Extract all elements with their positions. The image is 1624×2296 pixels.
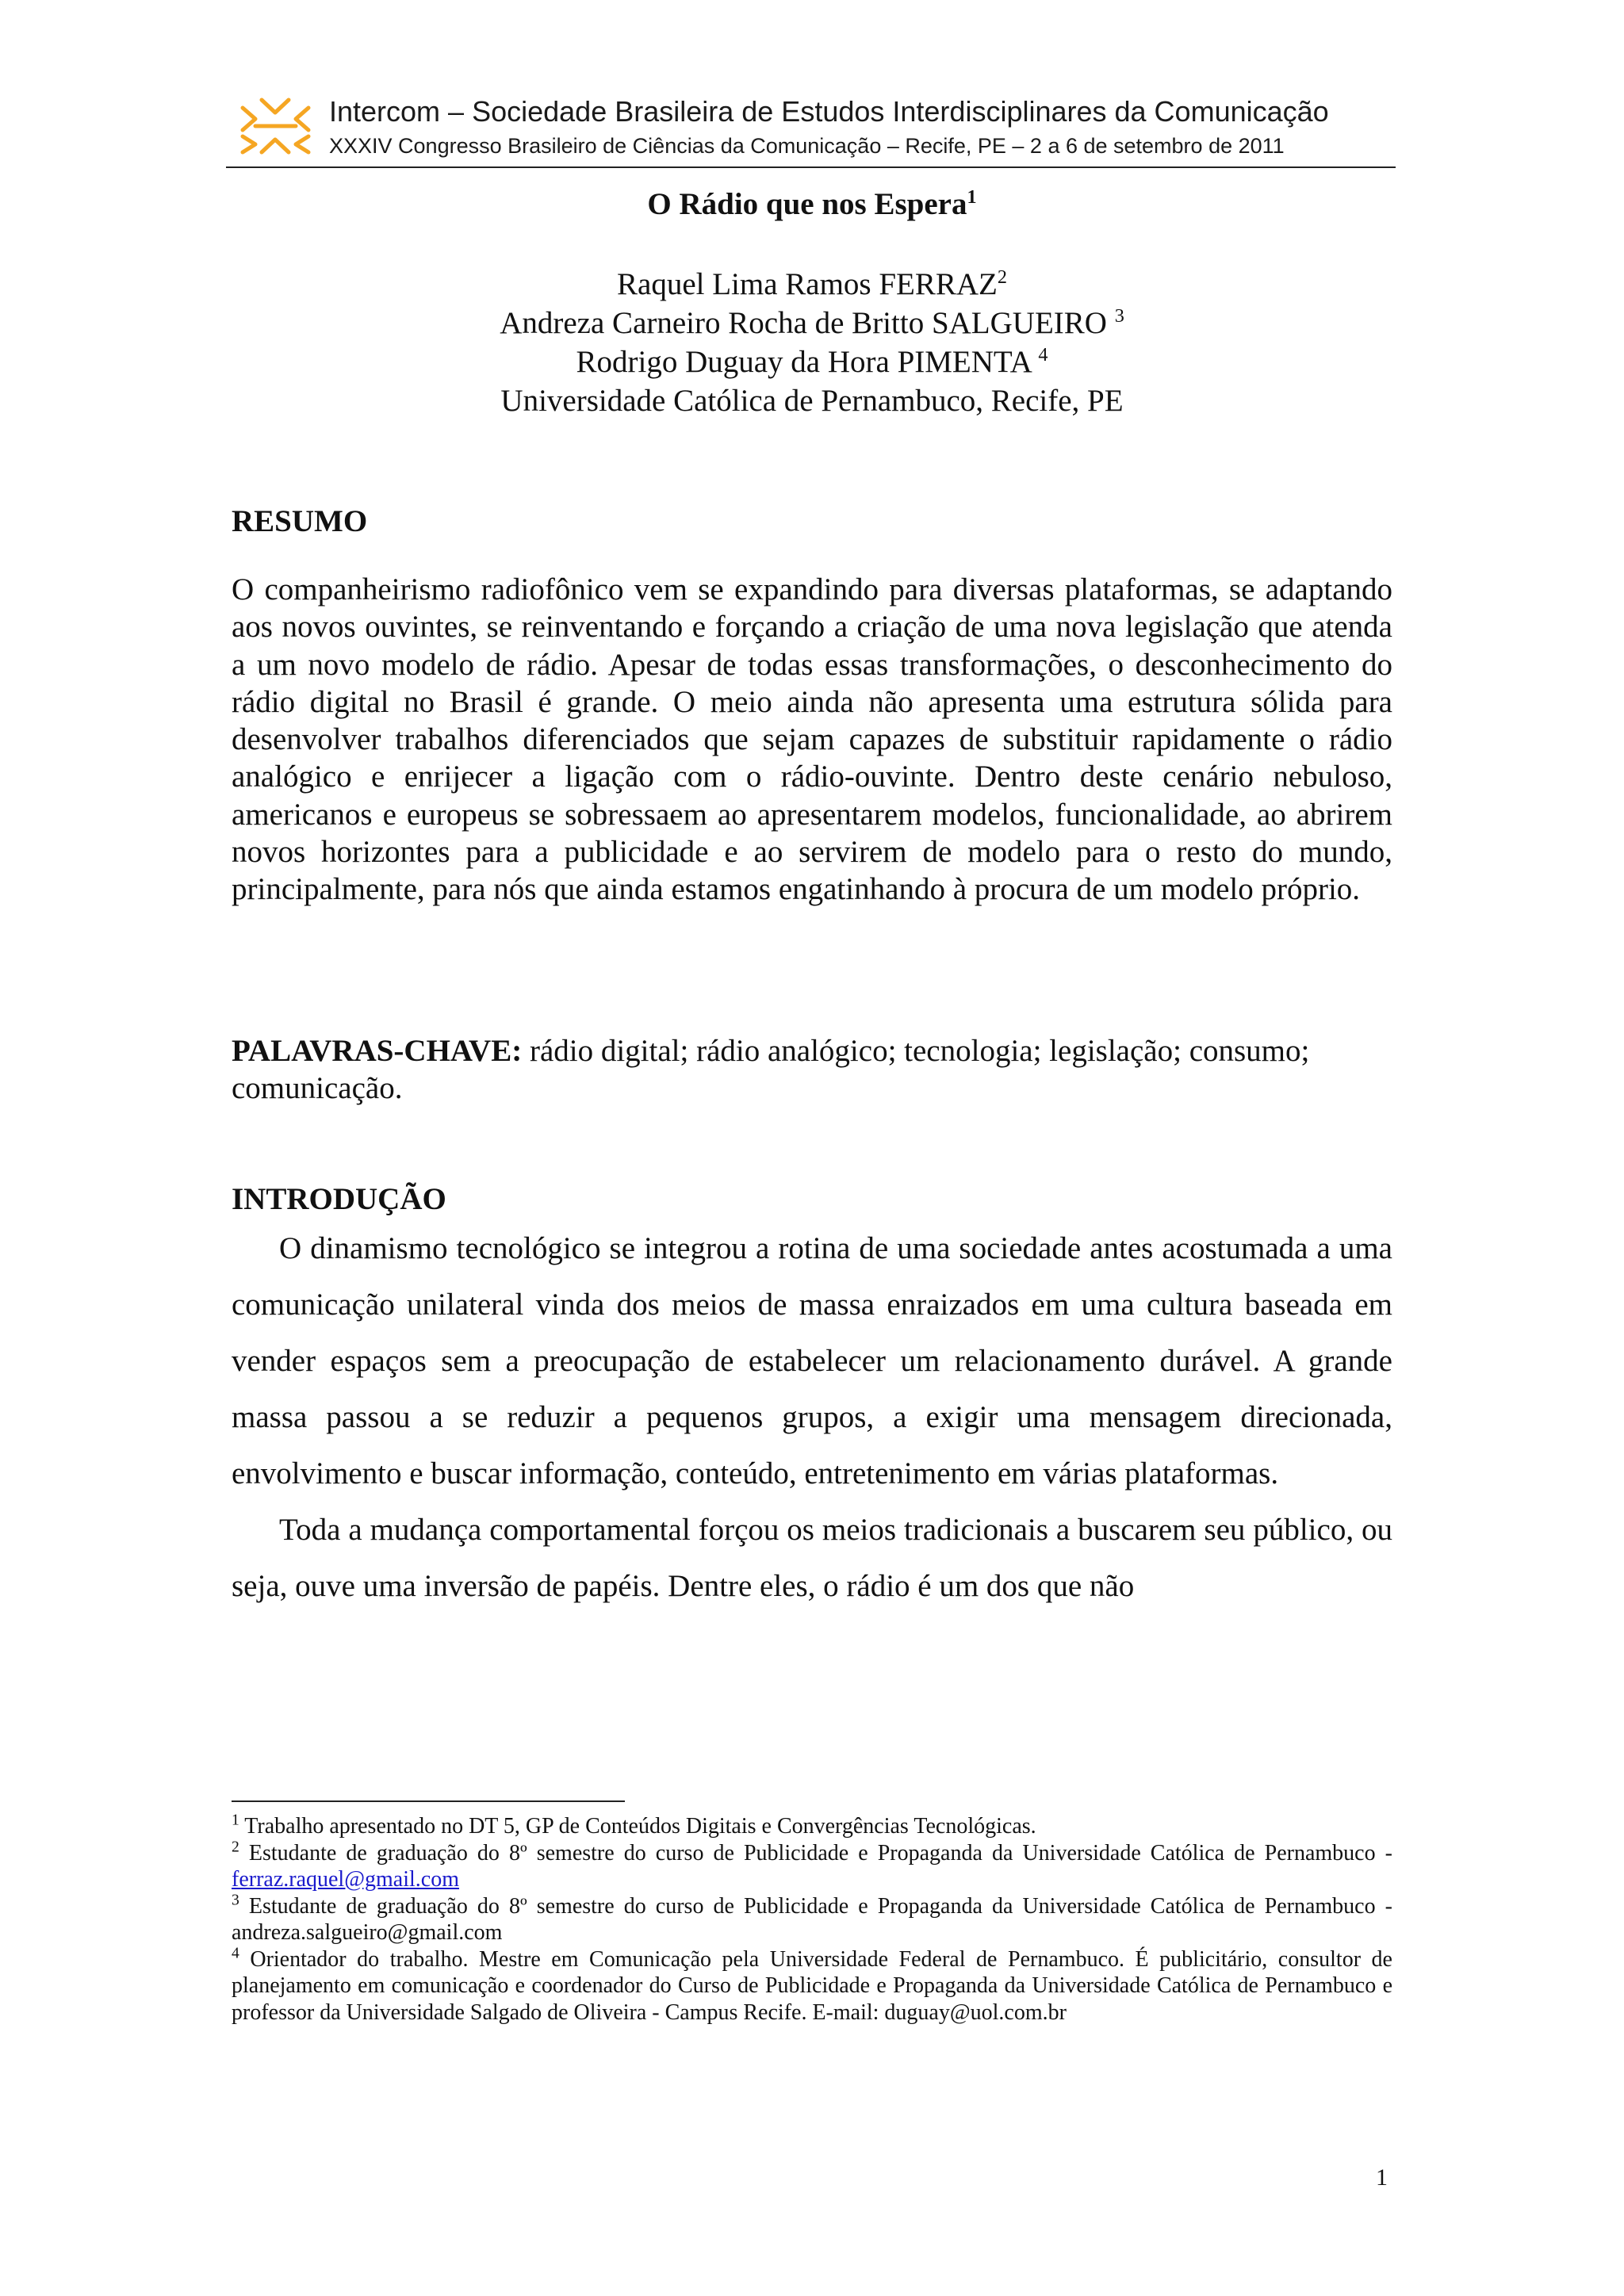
title-block xyxy=(0,186,1624,420)
header-org-title: Intercom – Sociedade Brasileira de Estudos Interdisciplinares da Comunicação xyxy=(329,95,1329,128)
author-name: Raquel Lima Ramos FERRAZ xyxy=(617,266,998,301)
footnote-item xyxy=(232,1840,1392,1893)
author-line xyxy=(0,304,1624,342)
introduction-heading: INTRODUÇÃO xyxy=(232,1182,446,1216)
keywords-label: PALAVRAS-CHAVE: xyxy=(232,1034,523,1068)
footnotes xyxy=(232,1813,1392,2026)
header-congress-line: XXXIV Congresso Brasileiro de Ciências da Comunicação – Recife, PE – 2 a 6 de setembro de 2011 xyxy=(329,134,1285,158)
email-link[interactable]: ferraz.raquel@gmail.com xyxy=(232,1867,459,1892)
page-header xyxy=(226,89,1396,168)
footnote-number: 4 xyxy=(232,1945,239,1962)
footnote-number: 2 xyxy=(232,1839,239,1856)
header-divider xyxy=(226,166,1396,168)
author-line xyxy=(0,342,1624,381)
introduction-paragraph: O dinamismo tecnológico se integrou a rotina de uma sociedade antes acostumada a uma comunicação unilateral vinda dos meios de massa enraizados em uma cultura baseada em vender espaços sem a preocupação de estabelecer um relacionamento durável. A grande massa passou a se reduzir a pequenos grupos, a exigir uma mensagem direcionada, envolvimento e buscar informação, conteúdo, entretenimento em várias plataformas. xyxy=(232,1231,1392,1490)
paper-title-text: O Rádio que nos Espera xyxy=(647,187,967,221)
abstract-section xyxy=(232,503,1392,909)
footnote-divider xyxy=(232,1800,625,1802)
paper-title xyxy=(0,186,1624,224)
footnote-ref: 2 xyxy=(997,266,1007,288)
footnote-number: 1 xyxy=(232,1812,239,1829)
footnote-ref: 1 xyxy=(967,186,977,208)
footnote-ref: 4 xyxy=(1038,343,1048,365)
intercom-logo-icon xyxy=(238,97,313,156)
author-name: Andreza Carneiro Rocha de Britto SALGUEIRO xyxy=(500,305,1115,340)
footnote-text: Estudante de graduação do 8º semestre do curso de Publicidade e Propaganda da Universidade Católica de Pernambuco - andreza.salgueiro@gmail.com xyxy=(232,1893,1392,1945)
keywords-text: rádio digital; rádio analógico; tecnologia; legislação; consumo; comunicação. xyxy=(232,1034,1310,1105)
keywords-paragraph xyxy=(232,1032,1392,1107)
footnote-text: Trabalho apresentado no DT 5, GP de Conteúdos Digitais e Convergências Tecnológicas. xyxy=(239,1814,1036,1839)
author-list xyxy=(0,265,1624,420)
abstract-text: O companheirismo radiofônico vem se expandindo para diversas plataformas, se adaptando aos novos ouvintes, se reinventando e forçando a criação de uma nova legislação que atenda a um novo modelo de rádio. Apesar de todas essas transformações, o desconhecimento do rádio digital no Brasil é grande. O meio ainda não apresenta uma estrutura sólida para desenvolver trabalhos diferenciados que sejam capazes de substituir rapidamente o rádio analógico e enrijecer a ligação com o rádio-ouvinte. Dentro deste cenário nebuloso, americanos e europeus se sobressaem ao apresentarem modelos, funcionalidade, ao abrirem novos horizontes para a publicidade e ao servirem de modelo para o resto do mundo, principalmente, para nós que ainda estamos engatinhando à procura de um modelo próprio. xyxy=(232,572,1392,907)
footnote-text: Estudante de graduação do 8º semestre do curso de Publicidade e Propaganda da Universidade Católica de Pernambuco - xyxy=(239,1840,1392,1866)
keywords-section xyxy=(232,1032,1392,1107)
footnote-ref: 3 xyxy=(1114,304,1124,327)
affiliation: Universidade Católica de Pernambuco, Recife, PE xyxy=(500,383,1124,418)
author-name: Rodrigo Duguay da Hora PIMENTA xyxy=(576,344,1039,379)
footnote-item xyxy=(232,1946,1392,2026)
footnote-number: 3 xyxy=(232,1892,239,1909)
footnote-item xyxy=(232,1813,1392,1840)
introduction-section xyxy=(232,1181,1392,1614)
abstract-heading: RESUMO xyxy=(232,504,368,538)
footnote-text: Orientador do trabalho. Mestre em Comunicação pela Universidade Federal de Pernambuco. É publicitário, consultor de planejamento em comunicação e coordenador do Curso de Publicidade e Propaganda da Universidade Católica de Pernambuco e professor da Universidade Salgado de Oliveira - Campus Recife. E-mail: duguay@uol.com.br xyxy=(232,1946,1392,2025)
footnote-item xyxy=(232,1893,1392,1946)
author-line xyxy=(0,265,1624,304)
introduction-paragraph: Toda a mudança comportamental forçou os meios tradicionais a buscarem seu público, ou seja, ouve uma inversão de papéis. Dentre eles, o rádio é um dos que não xyxy=(232,1513,1392,1603)
page-number: 1 xyxy=(1376,2164,1388,2191)
